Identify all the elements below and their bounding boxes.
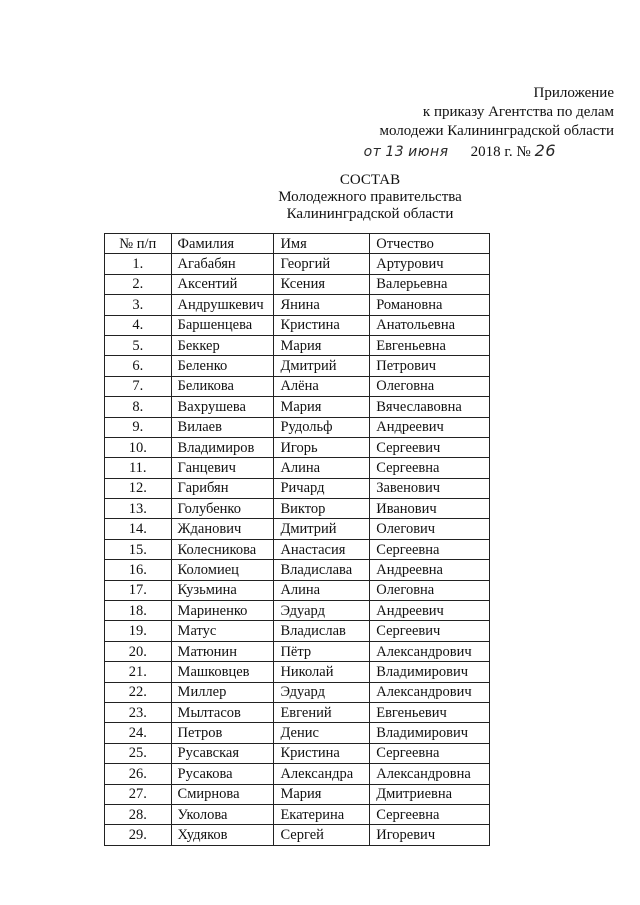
document-heading xyxy=(220,172,520,223)
cell-name: Евгений xyxy=(274,702,370,722)
cell-patronymic: Анатольевна xyxy=(370,315,490,335)
cell-surname: Голубенко xyxy=(171,499,274,519)
cell-name: Кристина xyxy=(274,315,370,335)
cell-number: 12. xyxy=(105,478,172,498)
cell-patronymic: Евгеньевна xyxy=(370,335,490,355)
cell-number: 16. xyxy=(105,560,172,580)
cell-patronymic: Андреевич xyxy=(370,417,490,437)
header-surname: Фамилия xyxy=(171,234,274,254)
cell-patronymic: Евгеньевич xyxy=(370,702,490,722)
cell-name: Анастасия xyxy=(274,539,370,559)
table-row xyxy=(105,274,490,294)
cell-name: Эдуард xyxy=(274,601,370,621)
cell-name: Алина xyxy=(274,580,370,600)
cell-patronymic: Андреевич xyxy=(370,601,490,621)
cell-surname: Мылтасов xyxy=(171,702,274,722)
table-row xyxy=(105,723,490,743)
cell-number: 24. xyxy=(105,723,172,743)
cell-surname: Колесникова xyxy=(171,539,274,559)
cell-number: 2. xyxy=(105,274,172,294)
cell-name: Янина xyxy=(274,295,370,315)
cell-name: Владислава xyxy=(274,560,370,580)
table-row xyxy=(105,397,490,417)
cell-name: Георгий xyxy=(274,254,370,274)
cell-patronymic: Игоревич xyxy=(370,825,490,845)
cell-patronymic: Иванович xyxy=(370,499,490,519)
table-row xyxy=(105,580,490,600)
cell-surname: Миллер xyxy=(171,682,274,702)
cell-number: 29. xyxy=(105,825,172,845)
cell-number: 28. xyxy=(105,804,172,824)
cell-name: Эдуард xyxy=(274,682,370,702)
cell-patronymic: Владимирович xyxy=(370,662,490,682)
cell-number: 9. xyxy=(105,417,172,437)
table-row xyxy=(105,356,490,376)
cell-surname: Русакова xyxy=(171,764,274,784)
table-row xyxy=(105,601,490,621)
handwritten-order-number: 26 xyxy=(534,141,556,160)
cell-patronymic: Валерьевна xyxy=(370,274,490,294)
cell-number: 21. xyxy=(105,662,172,682)
table-row xyxy=(105,682,490,702)
order-year-label: 2018 г. № xyxy=(470,144,531,160)
handwritten-date-day: 13 xyxy=(385,144,405,160)
cell-surname: Мариненко xyxy=(171,601,274,621)
table-row xyxy=(105,641,490,661)
cell-patronymic: Александрович xyxy=(370,682,490,702)
cell-name: Рудольф xyxy=(274,417,370,437)
cell-name: Кристина xyxy=(274,743,370,763)
cell-surname: Андрушкевич xyxy=(171,295,274,315)
cell-patronymic: Вячеславовна xyxy=(370,397,490,417)
cell-patronymic: Дмитриевна xyxy=(370,784,490,804)
cell-surname: Гарибян xyxy=(171,478,274,498)
table-row xyxy=(105,702,490,722)
cell-number: 18. xyxy=(105,601,172,621)
cell-surname: Кузьмина xyxy=(171,580,274,600)
table-row xyxy=(105,499,490,519)
cell-surname: Беленко xyxy=(171,356,274,376)
cell-patronymic: Сергеевна xyxy=(370,804,490,824)
table-row xyxy=(105,437,490,457)
cell-number: 22. xyxy=(105,682,172,702)
cell-surname: Машковцев xyxy=(171,662,274,682)
header-name: Имя xyxy=(274,234,370,254)
appendix-order-ref: к приказу Агентства по делам xyxy=(422,104,614,120)
table-row xyxy=(105,743,490,763)
cell-patronymic: Романовна xyxy=(370,295,490,315)
table-row xyxy=(105,539,490,559)
document-subtitle-2: Калининградской области xyxy=(286,206,454,222)
cell-patronymic: Олеговна xyxy=(370,580,490,600)
cell-surname: Агабабян xyxy=(171,254,274,274)
cell-surname: Русавская xyxy=(171,743,274,763)
cell-surname: Аксентий xyxy=(171,274,274,294)
cell-surname: Уколова xyxy=(171,804,274,824)
cell-surname: Жданович xyxy=(171,519,274,539)
table-row xyxy=(105,458,490,478)
cell-name: Ксения xyxy=(274,274,370,294)
table-row xyxy=(105,315,490,335)
cell-name: Сергей xyxy=(274,825,370,845)
cell-number: 6. xyxy=(105,356,172,376)
cell-patronymic: Артурович xyxy=(370,254,490,274)
cell-number: 4. xyxy=(105,315,172,335)
table-row xyxy=(105,478,490,498)
cell-number: 23. xyxy=(105,702,172,722)
cell-patronymic: Андреевна xyxy=(370,560,490,580)
table-body xyxy=(105,254,490,845)
cell-number: 27. xyxy=(105,784,172,804)
cell-name: Дмитрий xyxy=(274,519,370,539)
appendix-block xyxy=(284,84,614,162)
cell-surname: Беккер xyxy=(171,335,274,355)
cell-patronymic: Владимирович xyxy=(370,723,490,743)
document-subtitle-1: Молодежного правительства xyxy=(278,189,462,205)
cell-surname: Смирнова xyxy=(171,784,274,804)
cell-patronymic: Александрович xyxy=(370,641,490,661)
cell-number: 19. xyxy=(105,621,172,641)
cell-number: 14. xyxy=(105,519,172,539)
document-title: СОСТАВ xyxy=(339,172,401,188)
cell-surname: Коломиец xyxy=(171,560,274,580)
cell-surname: Баршенцева xyxy=(171,315,274,335)
cell-name: Денис xyxy=(274,723,370,743)
cell-number: 1. xyxy=(105,254,172,274)
cell-name: Александра xyxy=(274,764,370,784)
cell-patronymic: Сергеевич xyxy=(370,621,490,641)
table-row xyxy=(105,519,490,539)
table-row xyxy=(105,417,490,437)
cell-surname: Ганцевич xyxy=(171,458,274,478)
cell-number: 5. xyxy=(105,335,172,355)
cell-surname: Вахрушева xyxy=(171,397,274,417)
cell-number: 25. xyxy=(105,743,172,763)
cell-number: 3. xyxy=(105,295,172,315)
order-date-line xyxy=(284,141,556,162)
cell-number: 11. xyxy=(105,458,172,478)
cell-surname: Вилаев xyxy=(171,417,274,437)
header-patronymic: Отчество xyxy=(370,234,490,254)
cell-number: 15. xyxy=(105,539,172,559)
cell-number: 13. xyxy=(105,499,172,519)
table-row xyxy=(105,335,490,355)
cell-patronymic: Александровна xyxy=(370,764,490,784)
table-row xyxy=(105,825,490,845)
cell-number: 7. xyxy=(105,376,172,396)
appendix-agency: молодежи Калининградской области xyxy=(379,123,614,139)
cell-name: Виктор xyxy=(274,499,370,519)
cell-surname: Матюнин xyxy=(171,641,274,661)
cell-surname: Петров xyxy=(171,723,274,743)
table-row xyxy=(105,621,490,641)
cell-patronymic: Завенович xyxy=(370,478,490,498)
cell-name: Дмитрий xyxy=(274,356,370,376)
table-row xyxy=(105,784,490,804)
table-row xyxy=(105,376,490,396)
table-row xyxy=(105,254,490,274)
handwritten-date-month: июня xyxy=(408,144,449,160)
cell-patronymic: Сергеевич xyxy=(370,437,490,457)
government-members-table xyxy=(104,233,490,846)
cell-patronymic: Петрович xyxy=(370,356,490,376)
cell-name: Алина xyxy=(274,458,370,478)
cell-name: Мария xyxy=(274,397,370,417)
cell-number: 20. xyxy=(105,641,172,661)
cell-name: Алёна xyxy=(274,376,370,396)
cell-name: Пётр xyxy=(274,641,370,661)
cell-number: 8. xyxy=(105,397,172,417)
cell-surname: Владимиров xyxy=(171,437,274,457)
cell-name: Николай xyxy=(274,662,370,682)
cell-name: Екатерина xyxy=(274,804,370,824)
cell-surname: Худяков xyxy=(171,825,274,845)
cell-patronymic: Олегович xyxy=(370,519,490,539)
cell-name: Мария xyxy=(274,784,370,804)
cell-name: Ричард xyxy=(274,478,370,498)
cell-patronymic: Сергеевна xyxy=(370,743,490,763)
table-row xyxy=(105,804,490,824)
handwritten-date-prefix: от xyxy=(363,144,382,160)
cell-name: Игорь xyxy=(274,437,370,457)
table-header-row xyxy=(105,234,490,254)
cell-name: Владислав xyxy=(274,621,370,641)
table-row xyxy=(105,764,490,784)
cell-surname: Матус xyxy=(171,621,274,641)
cell-number: 26. xyxy=(105,764,172,784)
cell-surname: Беликова xyxy=(171,376,274,396)
cell-number: 10. xyxy=(105,437,172,457)
header-number: № п/п xyxy=(105,234,172,254)
cell-patronymic: Олеговна xyxy=(370,376,490,396)
appendix-title: Приложение xyxy=(533,85,614,101)
cell-patronymic: Сергеевна xyxy=(370,539,490,559)
cell-name: Мария xyxy=(274,335,370,355)
cell-number: 17. xyxy=(105,580,172,600)
table-row xyxy=(105,295,490,315)
table-row xyxy=(105,560,490,580)
cell-patronymic: Сергеевна xyxy=(370,458,490,478)
table-row xyxy=(105,662,490,682)
